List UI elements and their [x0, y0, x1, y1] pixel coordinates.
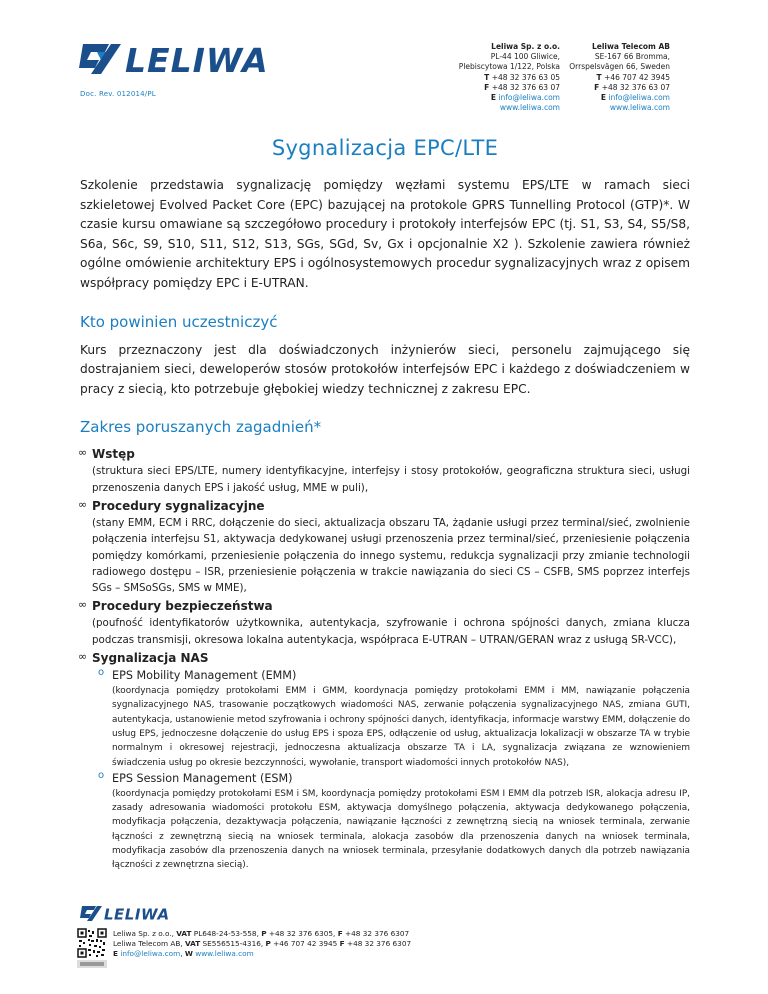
footer-leliwa-logo	[80, 905, 220, 922]
address-line: SE-167 66 Bromma,	[594, 52, 670, 62]
circle-bullet-icon: o	[98, 769, 105, 781]
leliwa-logo	[77, 40, 312, 78]
company-address-pl	[459, 42, 560, 113]
svg-text:LELIWA: LELIWA	[125, 41, 269, 78]
company-name: Leliwa Sp. z o.o.	[491, 42, 560, 51]
topic-title: Wstęp	[92, 447, 135, 462]
company-name: Leliwa Telecom AB	[591, 42, 670, 51]
topic-title: Procedury sygnalizacyjne	[92, 498, 265, 513]
subtopic-title: EPS Session Management (ESM)	[112, 771, 293, 785]
main-content	[80, 136, 690, 873]
footer-line: Leliwa Sp. z o.o., VAT PL648-24-53-558, P +48 32 376 6305, F +48 32 376 6307	[113, 929, 410, 938]
circle-bullet-icon: o	[98, 667, 105, 679]
qr-code-icon	[77, 928, 107, 970]
section-heading-topics: Zakres poruszanych zagadnień*	[80, 418, 322, 437]
infinity-bullet-icon: ∞	[78, 598, 88, 612]
list-item	[80, 650, 690, 873]
address-line: Plebiscytowa 1/122, Polska	[458, 62, 560, 72]
address-line: Orrspelsvägen 66, Sweden	[569, 62, 670, 72]
page-title: Sygnalizacja EPC/LTE	[271, 136, 499, 160]
topic-description: (stany EMM, ECM i RRC, dołączenie do sieci, aktualizacja obszaru TA, żądanie usługi przez terminal/sieć, zwolnienie połączenia interfejsu S1, aktywacja dedykowanej usługi przenoszenia przez terminal/sieć, przeniesienie połączenia pomiędzy komórkami, przeniesienie połączenia do innego systemu, redukcja sygnalizacji przy zmianie technologii radiowego dostępu – ISR, przeniesienie połączenia w trakcie nawiązania do sieci CS – CSFB, SMS poprzez interfejs SGs – SMSoSGs, SMS w MME),	[92, 516, 690, 595]
phone-line: T +48 32 376 63 05	[484, 72, 560, 82]
email-line: E info@leliwa.com	[600, 93, 670, 103]
infinity-bullet-icon: ∞	[78, 650, 88, 664]
list-item	[100, 770, 690, 873]
subtopics-list	[92, 667, 690, 873]
topic-title: Procedury bezpieczeństwa	[92, 599, 273, 614]
website-link[interactable]: www.leliwa.com	[609, 103, 670, 113]
footer-line: Leliwa Telecom AB, VAT SE556515-4316, P +46 707 42 3945 F +48 32 376 6307	[113, 939, 412, 948]
topic-description: (poufność identyfikatorów użytkownika, autentykacja, szyfrowanie i ochrona spójności danych, zmiana klucza podczas transmisji, okresowa lokalna autentykacja, współpraca E-UTRAN – UTRAN/GERAN wraz z usługą SR-VCC),	[92, 617, 690, 646]
doc-revision: Doc. Rev. 012014/PL	[80, 90, 156, 98]
phone-line: T +46 707 42 3945	[596, 72, 670, 82]
website-link[interactable]: www.leliwa.com	[499, 103, 560, 113]
footer-company-info	[113, 929, 411, 959]
topic-description: (struktura sieci EPS/LTE, numery identyfikacyjne, interfejsy i stosy protokołów, geograficzna struktura sieci, usługi przenoszenia danych EPS i jakość usług, MME w puli),	[92, 465, 690, 494]
footer-website-link[interactable]: www.leliwa.com	[192, 949, 254, 958]
footer-email-link[interactable]: info@leliwa.com	[118, 949, 181, 958]
infinity-bullet-icon: ∞	[78, 497, 88, 511]
company-address-se	[569, 42, 670, 113]
section-heading-who: Kto powinien uczestniczyć	[80, 312, 278, 331]
fax-line: F +48 32 376 63 07	[484, 82, 560, 92]
list-item	[80, 598, 690, 648]
subtopic-description: (koordynacja pomiędzy protokołami ESM i SM, koordynacja pomiędzy protokołami ESM I EMM dla potrzeb ISR, alokacja adresu IP, zasady adresowania wiadomości protokołu ESM, aktywacja domyślnego połączenia, aktywacja dedykowanego połączenia, modyfikacja połączenia, dezaktywacja połączenia, nawiązanie łączności z zewnętrzną siecią na wniosek terminala, zerwanie łączności z zewnętrzną siecią na wniosek terminala, alokacja zasobów dla przenoszenia danych na wniosek terminala, modyfikacja zasobów dla przenoszenia danych na wniosek terminala, przesyłanie dodatkowych danych dla potrzeb nawiązania łączności z zewnętrzna siecią).	[112, 788, 690, 871]
who-paragraph: Kurs przeznaczony jest dla doświadczonych inżynierów sieci, personelu zajmującego się dostrajaniem sieci, deweloperów stosów protokołów interfejsów EPC i każdego z doświadczeniem w pracy z siecią, kto potrzebuje głębokiej wiedzy technicznej z zakresu EPC.	[80, 342, 690, 396]
list-item	[80, 446, 690, 496]
email-line: E info@leliwa.com	[490, 93, 560, 103]
footer-line: E info@leliwa.com, W www.leliwa.com	[113, 949, 254, 958]
list-item	[80, 498, 690, 596]
fax-line: F +48 32 376 63 07	[594, 82, 670, 92]
subtopic-description: (koordynacja pomiędzy protokołami EMM i GMM, koordynacja pomiędzy protokołami EMM i MM, nawiązanie połączenia sygnalizacyjnego NAS, trasowanie początkowych wiadomości NAS, zerwanie połączenia sygnalizacyjnego NAS, zmiana GUTI, autentykacja, ustanowienie metod szyfrowania i ochrony spójności danych, identyfikacja, informacje warstwy EMM, dołączenie do usług EPS, jednoczesne dołączenie do usług EPS i spoza EPS, odłączenie od usług, aktualizacja lokalizacji w obszarze TA w trybie normalnym i okresowej rejestracji, jednoczesna aktualizacja obszarze TA i LA, sygnalizacja związana ze wznowieniem świadczenia usług po okresie bezczynności, wywołanie, transport wiadomości innych protokołów NAS),	[112, 686, 690, 768]
topics-list	[80, 446, 690, 872]
svg-text:LELIWA: LELIWA	[104, 905, 170, 922]
list-item	[100, 667, 690, 770]
infinity-bullet-icon: ∞	[78, 446, 88, 460]
address-line: PL-44 100 Gliwice,	[490, 52, 560, 62]
intro-paragraph: Szkolenie przedstawia sygnalizację pomiędzy węzłami systemu EPS/LTE w ramach sieci szkieletowej Evolved Packet Core (EPC) bazującej na protokole GPRS Tunnelling Protocol (GTP)*. W czasie kursu omawiane są szczegółowo procedury i protokoły interfejsów EPC (tj. S1, S3, S4, S5/S8, S6a, S6c, S9, S10, S11, S12, S13, SGs, SGd, Sv, Gx i opcjonalnie X2 ). Szkolenie zawiera również ogólne omówienie architektury EPS i ogólnosystemowych procedur sygnalizacyjnych wraz z opisem współpracy pomiędzy EPC i E-UTRAN.	[80, 178, 690, 290]
subtopic-title: EPS Mobility Management (EMM)	[112, 669, 297, 683]
topic-title: Sygnalizacja NAS	[92, 651, 209, 666]
